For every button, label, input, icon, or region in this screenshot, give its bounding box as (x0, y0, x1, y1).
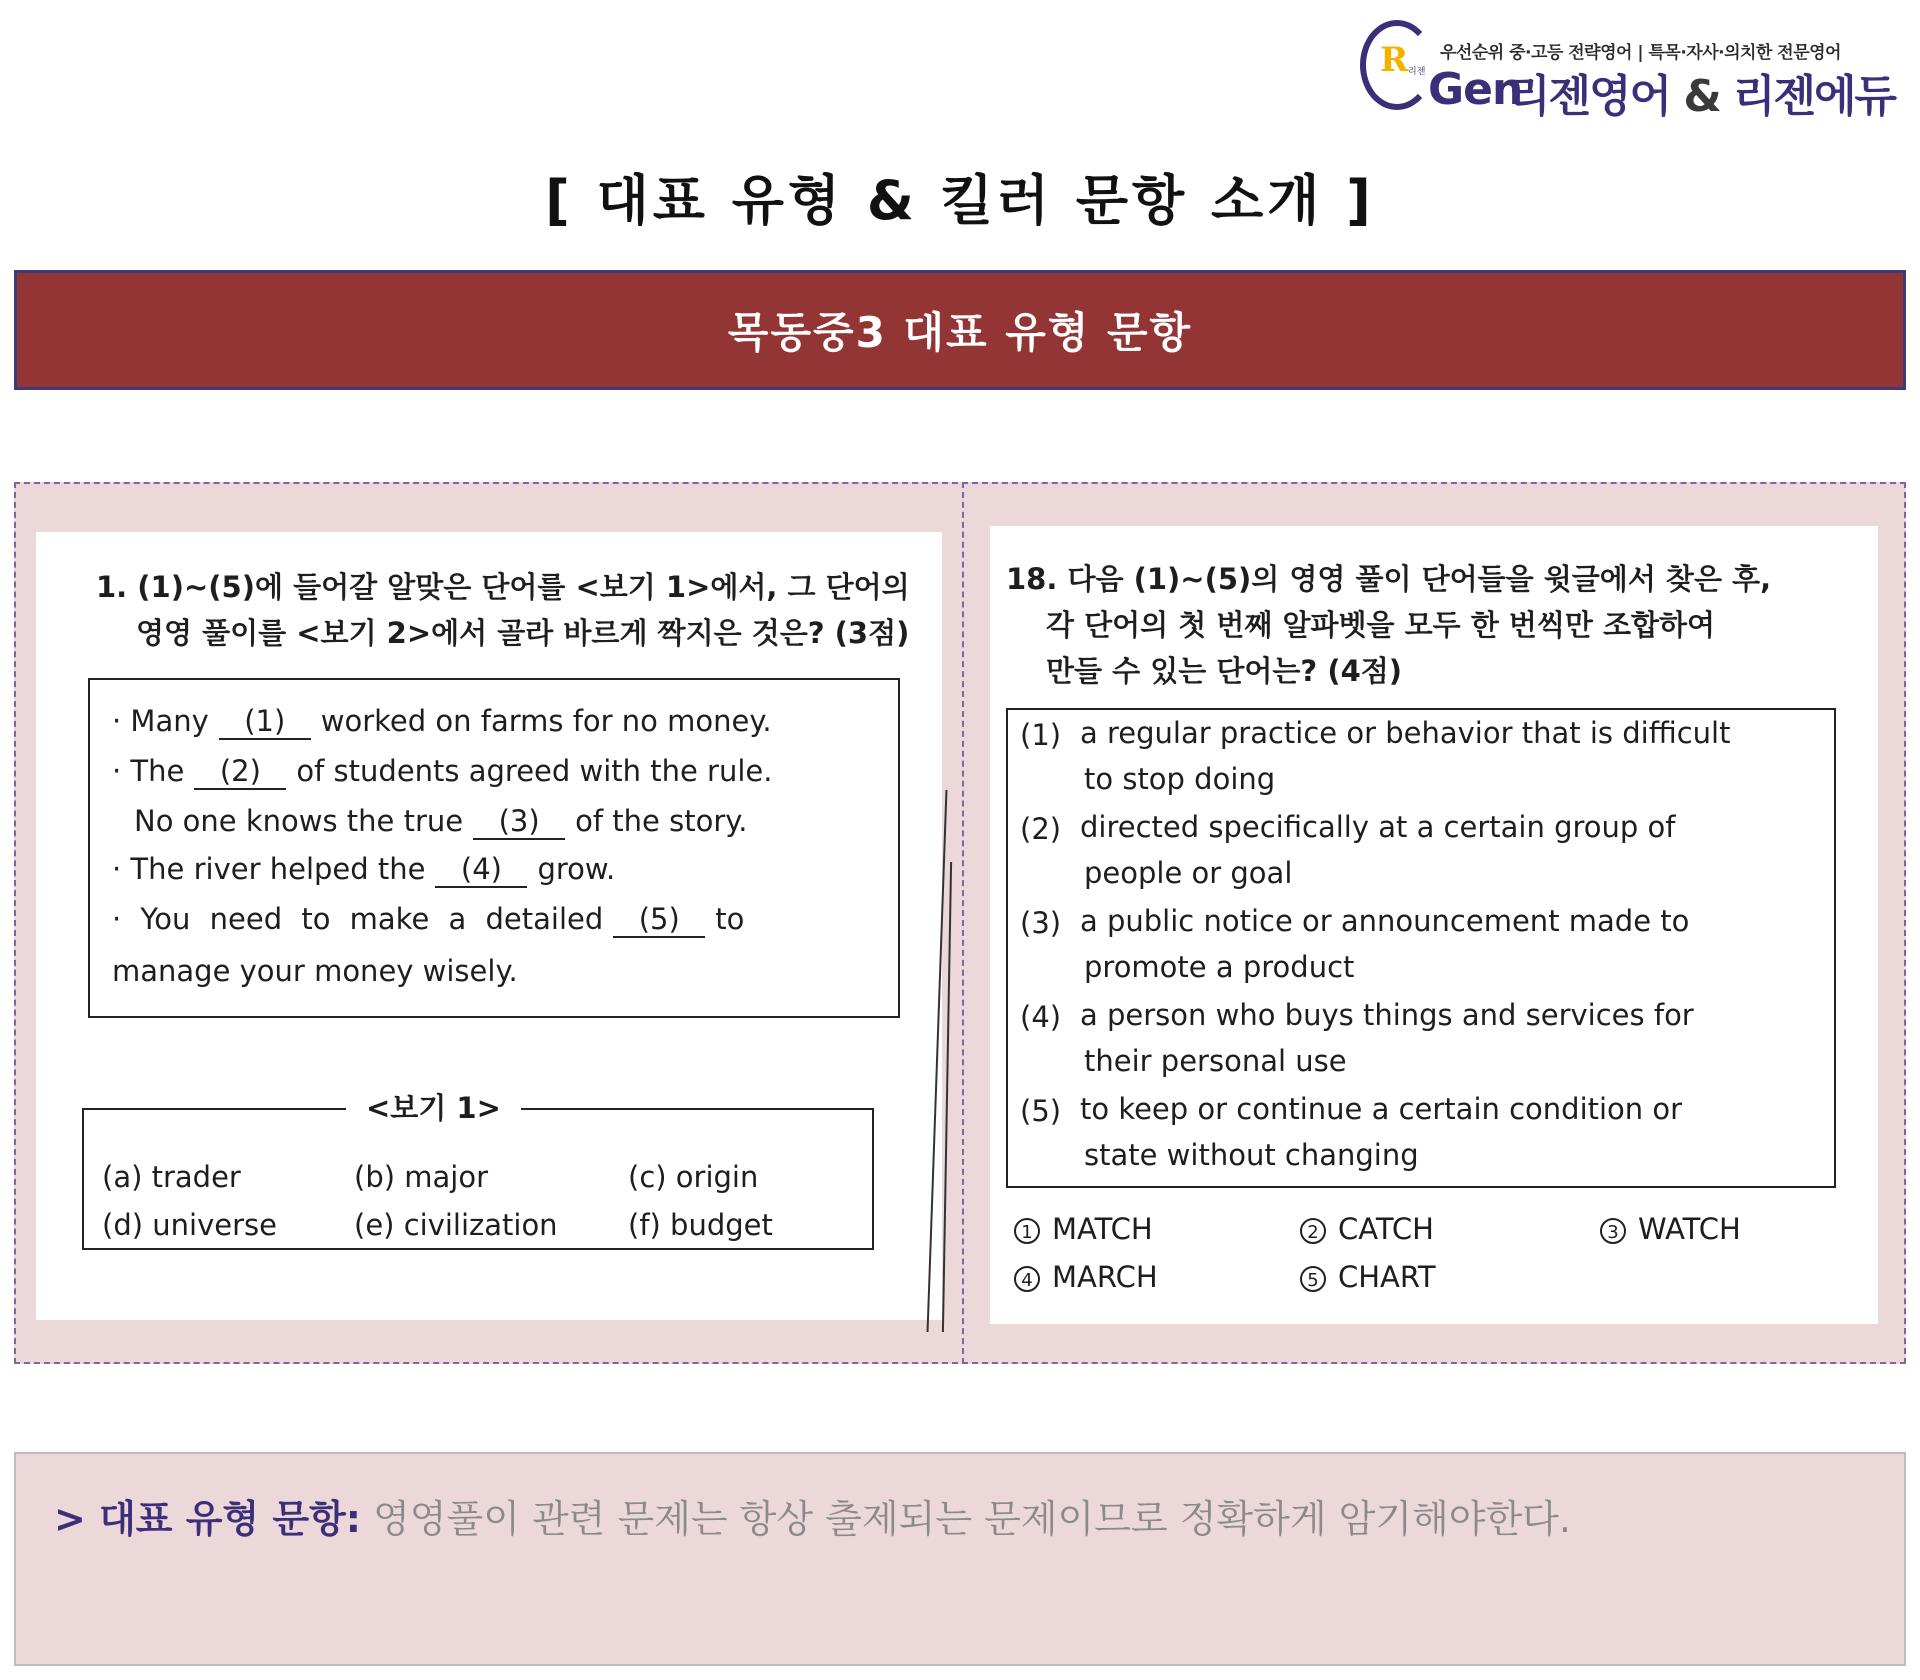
definition-line: a public notice or announcement made to (1080, 904, 1690, 938)
answer-choice-5 (1300, 1260, 1436, 1294)
choice-number-circle: 2 (1300, 1218, 1326, 1244)
question-1-prompt-line: 영영 풀이를 <보기 2>에서 골라 바르게 짝지은 것은? (3점) (136, 616, 910, 650)
definition-text (1080, 804, 1810, 896)
choice-number-circle: 3 (1600, 1218, 1626, 1244)
sentence-text: · The (112, 754, 185, 788)
definition-number: (1) (1020, 718, 1062, 752)
question-1-scan (36, 532, 942, 1320)
sentence-line (112, 704, 772, 740)
answer-choice-2 (1300, 1212, 1434, 1246)
summary-note (14, 1452, 1906, 1666)
sentence-text: · Many (112, 704, 209, 738)
logo-amp: & (1683, 71, 1720, 122)
definition-line: to stop doing (1084, 762, 1276, 796)
definition-number: (3) (1020, 906, 1062, 940)
choice-text: MATCH (1052, 1212, 1153, 1246)
option-item: (c) origin (628, 1160, 759, 1194)
answer-choice-4 (1014, 1260, 1158, 1294)
section-band-title: 목동중3 대표 유형 문항 (727, 308, 1193, 357)
options-legend: <보기 1> (346, 1086, 521, 1127)
option-item: (b) major (354, 1160, 488, 1194)
definition-number: (5) (1020, 1094, 1062, 1128)
blank: (1) (219, 704, 311, 740)
definition-line: state without changing (1084, 1138, 1419, 1172)
question-18-scan (990, 526, 1878, 1324)
sentence-text: worked on farms for no money. (320, 704, 772, 738)
choice-number-circle: 1 (1014, 1218, 1040, 1244)
option-item: (a) trader (102, 1160, 241, 1194)
section-band (14, 270, 1906, 390)
definition-line: people or goal (1084, 856, 1293, 890)
option-item: (d) universe (102, 1208, 277, 1242)
logo-name-b: 리젠에듀 (1733, 71, 1896, 122)
summary-note-text: 영영풀이 관련 문제는 항상 출제되는 문제이므로 정확하게 암기해야한다. (360, 1497, 1571, 1541)
definition-line: directed specifically at a certain group of (1080, 810, 1676, 844)
choice-number-circle: 4 (1014, 1266, 1040, 1292)
choice-text: CHART (1338, 1260, 1436, 1294)
choice-text: CATCH (1338, 1212, 1434, 1246)
sentence-text: No one knows the true (134, 804, 464, 838)
logo-name (1508, 60, 1895, 124)
question-18-prompt (1006, 556, 1846, 694)
answer-choice-1 (1014, 1212, 1153, 1246)
logo-r-letter: R (1380, 40, 1409, 80)
definition-line: a person who buys things and services for (1080, 998, 1694, 1032)
definition-text (1080, 992, 1810, 1084)
option-item: (e) civilization (354, 1208, 558, 1242)
definition-number: (4) (1020, 1000, 1062, 1034)
summary-note-label: > 대표 유형 문항: (54, 1497, 361, 1541)
definitions-box (1006, 708, 1836, 1188)
sentence-line (134, 804, 748, 840)
sentence-line (112, 902, 744, 938)
page-title: [ 대표 유형 & 킬러 문항 소개 ] (545, 169, 1375, 232)
blank: (5) (613, 902, 705, 938)
definition-line: their personal use (1084, 1044, 1347, 1078)
sentence-text: of the story. (575, 804, 748, 838)
logo-tagline: 우선순위 중·고등 전략영어 | 특목·자사·의치한 전문영어 (1440, 43, 1841, 63)
question-18-prompt-line: 각 단어의 첫 번째 알파벳을 모두 한 번씩만 조합하여 (1046, 608, 1716, 642)
definition-text (1080, 898, 1810, 990)
sentence-line (112, 852, 615, 888)
definition-text (1080, 710, 1810, 802)
logo-name-a: 리젠영어 (1508, 71, 1671, 122)
blank: (4) (435, 852, 527, 888)
definition-line: to keep or continue a certain condition or (1080, 1092, 1683, 1126)
choice-text: MARCH (1052, 1260, 1158, 1294)
sentence-box (88, 678, 900, 1018)
answer-choice-3 (1600, 1212, 1741, 1246)
sentence-text: grow. (537, 852, 616, 886)
question-1-prompt-line: 1. (1)~(5)에 들어갈 알맞은 단어를 <보기 1>에서, 그 단어의 (96, 570, 910, 604)
definition-number: (2) (1020, 812, 1062, 846)
logo-small-text: 리젠 (1408, 67, 1426, 77)
definition-line: promote a product (1084, 950, 1355, 984)
sentence-text: to (715, 902, 745, 936)
definition-text (1080, 1086, 1810, 1178)
sentence-text: of students agreed with the rule. (296, 754, 773, 788)
logo-en-text: Gen (1428, 64, 1523, 115)
choice-text: WATCH (1638, 1212, 1741, 1246)
brand-logo (1360, 18, 1905, 122)
summary-note-line (54, 1488, 1571, 1543)
panel-divider (962, 482, 964, 1364)
question-18-prompt-line: 18. 다음 (1)~(5)의 영영 풀이 단어들을 윗글에서 찾은 후, (1006, 562, 1772, 596)
blank: (2) (194, 754, 286, 790)
blank: (3) (473, 804, 565, 840)
logo-mark (1360, 20, 1523, 116)
choice-number-circle: 5 (1300, 1266, 1326, 1292)
option-item: (f) budget (628, 1208, 773, 1242)
sentence-line (112, 954, 518, 988)
definition-line: a regular practice or behavior that is difficult (1080, 716, 1731, 750)
question-18-prompt-line: 만들 수 있는 단어는? (4점) (1046, 654, 1403, 688)
sentence-line (112, 754, 772, 790)
sentence-text: · You need to make a detailed (112, 902, 604, 936)
question-1-prompt (96, 564, 926, 656)
sentence-text: manage your money wisely. (112, 954, 518, 988)
sentence-text: · The river helped the (112, 852, 426, 886)
